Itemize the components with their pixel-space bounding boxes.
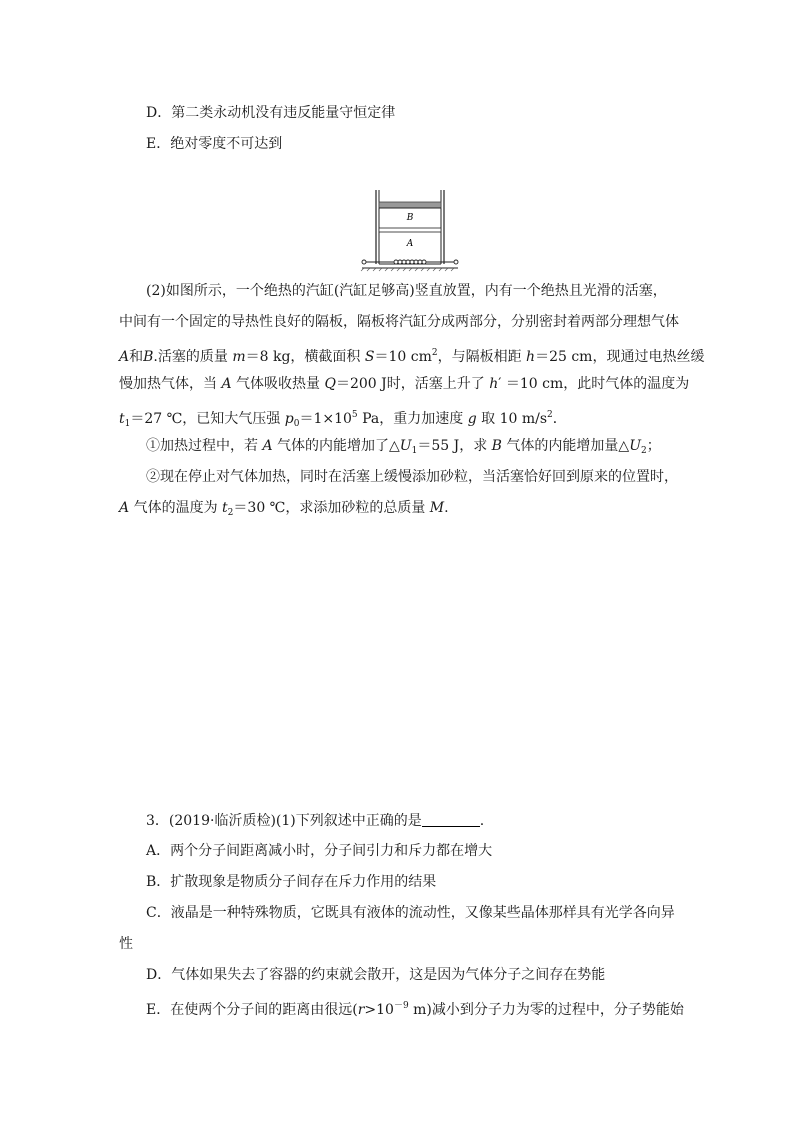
problem3-option-b: B．扩散现象是物质分子间存在斥力作用的结果 bbox=[146, 874, 437, 890]
problem2-line4: 慢加热气体，当 A 气体吸收热量 Q＝200 J时，活塞上升了 h′ ＝10 cm，此时气体的温度为 bbox=[119, 376, 690, 392]
answer-blank[interactable] bbox=[422, 812, 480, 827]
problem3-option-c: C．液晶是一种特殊物质，它既具有液体的流动性，又像某些晶体那样具有光学各向异 bbox=[146, 905, 675, 921]
gas-a-label: A bbox=[406, 239, 414, 249]
problem3-header: 3．(2019·临沂质检)(1)下列叙述中正确的是 . bbox=[146, 813, 485, 829]
problem2-line1: (2)如图所示，一个绝热的汽缸(汽缸足够高)竖直放置，内有一个绝热且光滑的活塞， bbox=[146, 283, 667, 299]
subquestion-2-line1: ②现在停止对气体加热，同时在活塞上缓慢添加砂粒，当活塞恰好回到原来的位置时， bbox=[146, 469, 678, 485]
problem3-option-e: E．在使两个分子间的距离由很远($r>10^{-9}$ m)减小到分子力为零的过程中，分子势能始 bbox=[146, 1001, 684, 1018]
cylinder-diagram bbox=[360, 188, 460, 272]
piston bbox=[379, 202, 441, 208]
problem2-line3: A和B.活塞的质量 m＝8 kg，横截面积 S＝10 $cm^2$，与隔板相距 h＝25 cm，现通过电热丝缓 bbox=[119, 348, 705, 365]
subquestion-2-line2: A 气体的温度为 $t_2=30$ ℃，求添加砂粒的总质量 M. bbox=[119, 500, 449, 518]
problem2-line5: $t_1=27$ ℃，已知大气压强 $p_0=1\times 10^5$ Pa，重力加速度 g 取 10 $m/s^2$． bbox=[119, 410, 567, 429]
problem3-option-d: D．气体如果失去了容器的约束就会散开，这是因为气体分子之间存在势能 bbox=[146, 967, 606, 983]
gas-b-label: B bbox=[406, 213, 414, 223]
problem3-option-c-cont: 性 bbox=[119, 936, 133, 952]
option-e: E．绝对零度不可达到 bbox=[146, 136, 283, 152]
problem2-line2: 中间有一个固定的导热性良好的隔板，隔板将汽缸分成两部分，分别密封着两部分理想气体 bbox=[119, 314, 679, 330]
problem3-option-a: A．两个分子间距离减小时，分子间引力和斥力都在增大 bbox=[146, 843, 493, 859]
partition bbox=[379, 228, 441, 232]
option-d: D．第二类永动机没有违反能量守恒定律 bbox=[146, 105, 396, 121]
subquestion-1: ①加热过程中，若 A 气体的内能增加了$\triangle U_1=55$ J，求 B 气体的内能增加量$\triangle U_2$； bbox=[146, 438, 661, 456]
